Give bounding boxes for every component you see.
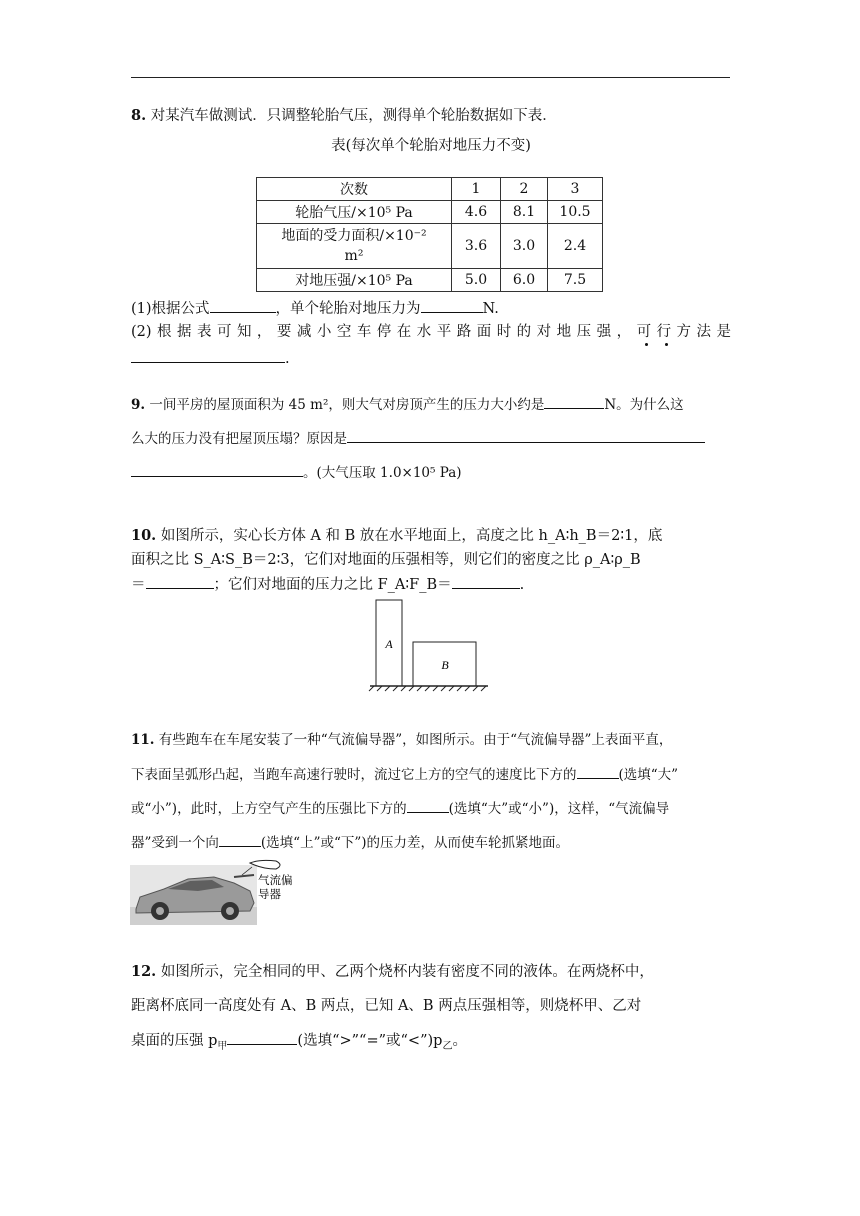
table-header-cell: 2: [501, 178, 548, 201]
table-cell: 3.0: [501, 224, 548, 269]
question-10-line-3: [131, 572, 731, 597]
table-header-cell: 次数: [257, 178, 452, 201]
text: (选填“大”: [618, 767, 679, 783]
text: 下表面呈弧形凸起，当跑车高速行驶时，流过它上方的空气的速度比下方的: [131, 767, 577, 783]
table-row: [257, 201, 603, 224]
table-cell: 6.0: [501, 269, 548, 292]
table-cell: 7.5: [548, 269, 603, 292]
answer-blank[interactable]: [219, 830, 261, 847]
answer-blank[interactable]: [407, 796, 449, 813]
question-9-line-3: [131, 460, 731, 485]
question-8-part-2: [131, 320, 731, 344]
table-header-cell: 3: [548, 178, 603, 201]
text: 么大的压力没有把屋顶压塌？原因是: [131, 431, 347, 447]
text: 方法是: [676, 324, 732, 340]
text: .: [519, 577, 525, 593]
text: 如图所示，完全相同的甲、乙两个烧杯内装有密度不同的液体。在两烧杯中，: [156, 964, 654, 980]
answer-blank[interactable]: [544, 392, 604, 409]
emphasis-char: 可: [636, 324, 657, 340]
question-12-line-3: [131, 1028, 731, 1059]
subscript: 甲: [217, 1040, 228, 1052]
label-a: A: [385, 637, 393, 651]
table-caption: 表(每次单个轮胎对地压力不变): [331, 138, 531, 154]
answer-blank[interactable]: [452, 572, 520, 589]
question-number: 9.: [131, 397, 146, 413]
blocks-diagram: [368, 596, 492, 692]
row-label-line: 地面的受力面积/×10⁻²: [281, 228, 427, 244]
answer-blank[interactable]: [131, 346, 285, 363]
text: 有些跑车在车尾安装了一种“气流偏导器”，如图所示。由于“气流偏导器”上表面平直，: [154, 732, 673, 748]
question-11-line-1: [131, 728, 731, 752]
table-cell: 2.4: [548, 224, 603, 269]
answer-blank[interactable]: [131, 460, 303, 477]
question-text: 对某汽车做测试．只调整轮胎气压，测得单个轮胎数据如下表．: [146, 108, 557, 124]
table-cell: 5.0: [452, 269, 501, 292]
text: N。为什么这: [604, 397, 684, 413]
question-8-part-2-answer: [131, 346, 731, 371]
question-8-stem: [131, 104, 731, 128]
text: 。: [452, 1033, 467, 1049]
question-10-line-1: [131, 524, 731, 548]
sports-car-photo: [130, 857, 302, 927]
table-cell: 10.5: [548, 201, 603, 224]
question-11-line-4: [131, 830, 731, 855]
question-11-line-3: [131, 796, 731, 821]
table-row: [257, 224, 603, 269]
answer-blank[interactable]: [210, 296, 276, 313]
text: 。(大气压取 1.0×10⁵ Pa): [303, 465, 462, 481]
table-cell: 8.1: [501, 201, 548, 224]
question-8-part-1: [131, 296, 731, 321]
table-header-row: [257, 178, 603, 201]
table-header-cell: 1: [452, 178, 501, 201]
text: 面积之比 S_A∶S_B＝2∶3，它们对地面的压强相等，则它们的密度之比 ρ_A∶ρ_B: [131, 552, 641, 568]
question-number: 10.: [131, 527, 157, 544]
answer-blank[interactable]: [146, 572, 214, 589]
text: .: [285, 351, 290, 367]
question-9-line-1: [131, 392, 731, 417]
row-label: 轮胎气压/×10⁵ Pa: [257, 201, 452, 224]
header-rule: [131, 77, 730, 78]
text: 或“小”)，此时，上方空气产生的压强比下方的: [131, 801, 407, 817]
question-12-line-2: [131, 994, 731, 1018]
question-11-line-2: [131, 762, 731, 787]
text: (1)根据公式: [131, 301, 210, 317]
text: ＝: [131, 577, 146, 593]
question-number: 11.: [131, 732, 155, 748]
row-label: [257, 224, 452, 269]
question-12-line-1: [131, 960, 731, 984]
callout-label-line-1: 气流偏: [258, 873, 293, 887]
text: 距离杯底同一高度处有 A、B 两点，已知 A、B 两点压强相等，则烧杯甲、乙对: [131, 998, 642, 1014]
text: (选填“上”或“下”)的压力差，从而使车轮抓紧地面。: [260, 835, 570, 851]
question-10-line-2: [131, 548, 731, 572]
label-b: B: [441, 658, 449, 672]
text: 一间平房的屋顶面积为 45 m²，则大气对房顶产生的压力大小约是: [145, 397, 545, 413]
question-number: 12.: [131, 963, 157, 980]
question-number: 8.: [131, 107, 147, 124]
table-row: [257, 269, 603, 292]
emphasis-char: 行: [656, 324, 677, 340]
text: 如图所示，实心长方体 A 和 B 放在水平地面上，高度之比 h_A∶h_B＝2∶1，底: [156, 528, 663, 544]
answer-blank[interactable]: [347, 426, 705, 443]
text: 器”受到一个向: [131, 835, 219, 851]
answer-blank[interactable]: [421, 296, 483, 313]
answer-blank[interactable]: [227, 1028, 297, 1045]
answer-blank[interactable]: [577, 762, 619, 779]
row-label: 对地压强/×10⁵ Pa: [257, 269, 452, 292]
tire-data-table: [256, 177, 603, 292]
table-cell: 3.6: [452, 224, 501, 269]
question-9-line-2: [131, 426, 731, 451]
table-cell: 4.6: [452, 201, 501, 224]
subscript: 乙: [442, 1040, 453, 1052]
callout-label-line-2: 导器: [258, 887, 281, 901]
text: (选填“>”“=”或“<”)p: [297, 1033, 443, 1049]
text: N.: [482, 301, 499, 317]
text: (2)根据表可知，要减小空车停在水平路面时的对地压强，: [131, 324, 637, 340]
text: ，单个轮胎对地压力为: [275, 301, 421, 317]
text: 桌面的压强 p: [131, 1033, 218, 1049]
row-label-line: m²: [344, 248, 364, 264]
text: (选填“大”或“小”)，这样，“气流偏导: [448, 801, 670, 817]
text: ；它们对地面的压力之比 F_A∶F_B＝: [213, 577, 452, 593]
